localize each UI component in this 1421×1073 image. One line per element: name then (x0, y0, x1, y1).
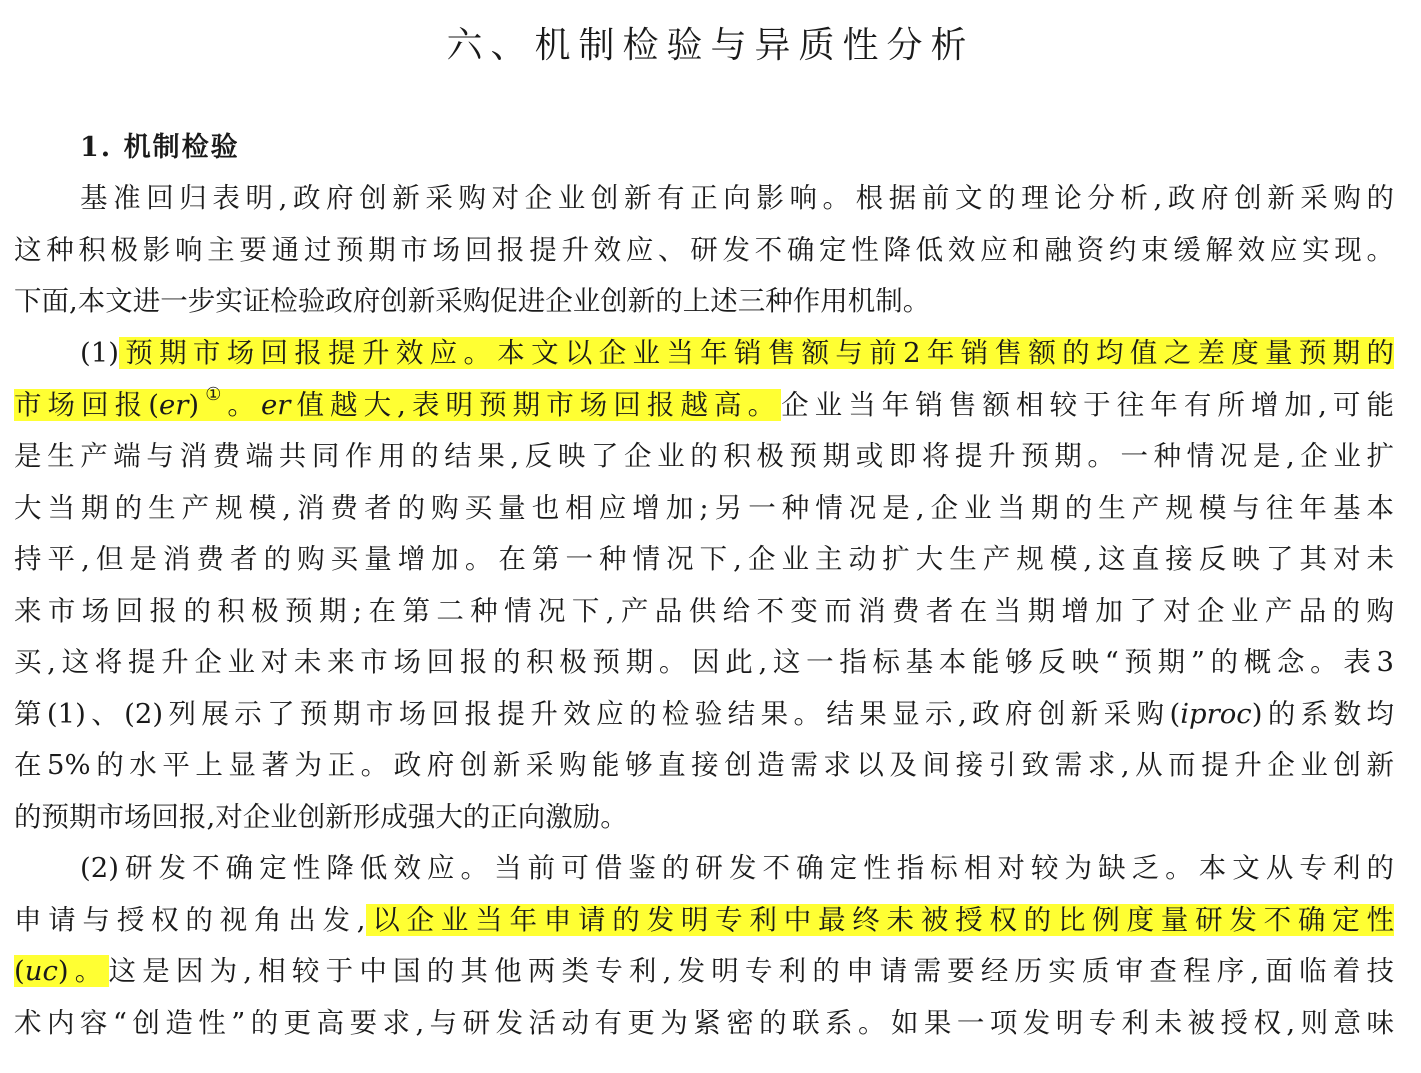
text-run: (1) (80, 337, 119, 369)
highlighted-text: 以企业当年申请的发明专利中最终未被授权的比例度量研发不确定性 (365, 904, 1394, 936)
paragraph-line (14, 946, 1394, 996)
variable-name: iproc (1180, 698, 1252, 730)
text-run: 值越大,表明预期市场回报越高。 (290, 389, 782, 421)
text-run: ) (57, 955, 69, 987)
paragraph-line: (2)研发不确定性降低效应。当前可借鉴的研发不确定性指标相对较为缺乏。本文从专利的 (80, 852, 1394, 884)
section-title: 六、机制检验与异质性分析 (446, 25, 975, 66)
variable-name: er (158, 389, 189, 421)
paragraph-line: 来市场回报的积极预期;在第二种情况下,产品供给不变而消费者在当期增加了对企业产品的购 (14, 595, 1394, 627)
footnote-marker[interactable]: ① (199, 383, 228, 405)
paragraph-line (14, 380, 1394, 430)
paragraph-line: 在5%的水平上显著为正。政府创新采购能够直接创造需求以及间接引致需求,从而提升企业创新 (14, 749, 1394, 781)
paragraph-line: 下面,本文进一步实证检验政府创新采购促进企业创新的上述三种作用机制。 (14, 285, 931, 317)
subsection-heading: 1. 机制检验 (80, 132, 240, 163)
text-run: ) (188, 389, 200, 421)
paragraph-line (14, 689, 1394, 739)
highlighted-text (14, 955, 109, 987)
paragraph-line: 大当期的生产规模,消费者的购买量也相应增加;另一种情况是,企业当期的生产规模与往年基本 (14, 492, 1394, 524)
text-run: 。 (227, 389, 261, 421)
text-run: ( (14, 955, 25, 987)
paragraph-line: 的预期市场回报,对企业创新形成强大的正向激励。 (14, 801, 628, 833)
paragraph-line (80, 328, 1394, 378)
paragraph-line: 持平,但是消费者的购买量增加。在第一种情况下,企业主动扩大生产规模,这直接反映了其对未 (14, 543, 1394, 575)
text-run: 。 (68, 955, 109, 987)
paragraph-line: 买,这将提升企业对未来市场回报的积极预期。因此,这一指标基本能够反映“预期”的概念。表3 (14, 646, 1394, 678)
variable-name: er (260, 389, 291, 421)
text-run: )的系数均 (1251, 698, 1394, 730)
text-run: 申请与授权的视角出发, (14, 904, 366, 936)
paragraph-line: 这种积极影响主要通过预期市场回报提升效应、研发不确定性降低效应和融资约束缓解效应实现。 (14, 234, 1394, 266)
variable-name: uc (24, 955, 58, 987)
text-run: 市场回报( (14, 389, 159, 421)
paragraph-line (14, 895, 1394, 945)
text-run: 这是因为,相较于中国的其他两类专利,发明专利的申请需要经历实质审查程序,面临着技 (108, 955, 1394, 987)
text-run: 第(1)、(2)列展示了预期市场回报提升效应的检验结果。结果显示,政府创新采购( (14, 698, 1181, 730)
paragraph-line: 术内容“创造性”的更高要求,与研发活动有更为紧密的联系。如果一项发明专利未被授权,则意味 (14, 1007, 1394, 1039)
highlighted-text (14, 383, 782, 421)
highlighted-text: 预期市场回报提升效应。本文以企业当年销售额与前2年销售额的均值之差度量预期的 (118, 337, 1394, 369)
paragraph-line: 基准回归表明,政府创新采购对企业创新有正向影响。根据前文的理论分析,政府创新采购的 (80, 182, 1394, 214)
paragraph-line: 是生产端与消费端共同作用的结果,反映了企业的积极预期或即将提升预期。一种情况是,企业扩 (14, 440, 1394, 472)
text-run: 企业当年销售额相较于往年有所增加,可能 (781, 389, 1394, 421)
